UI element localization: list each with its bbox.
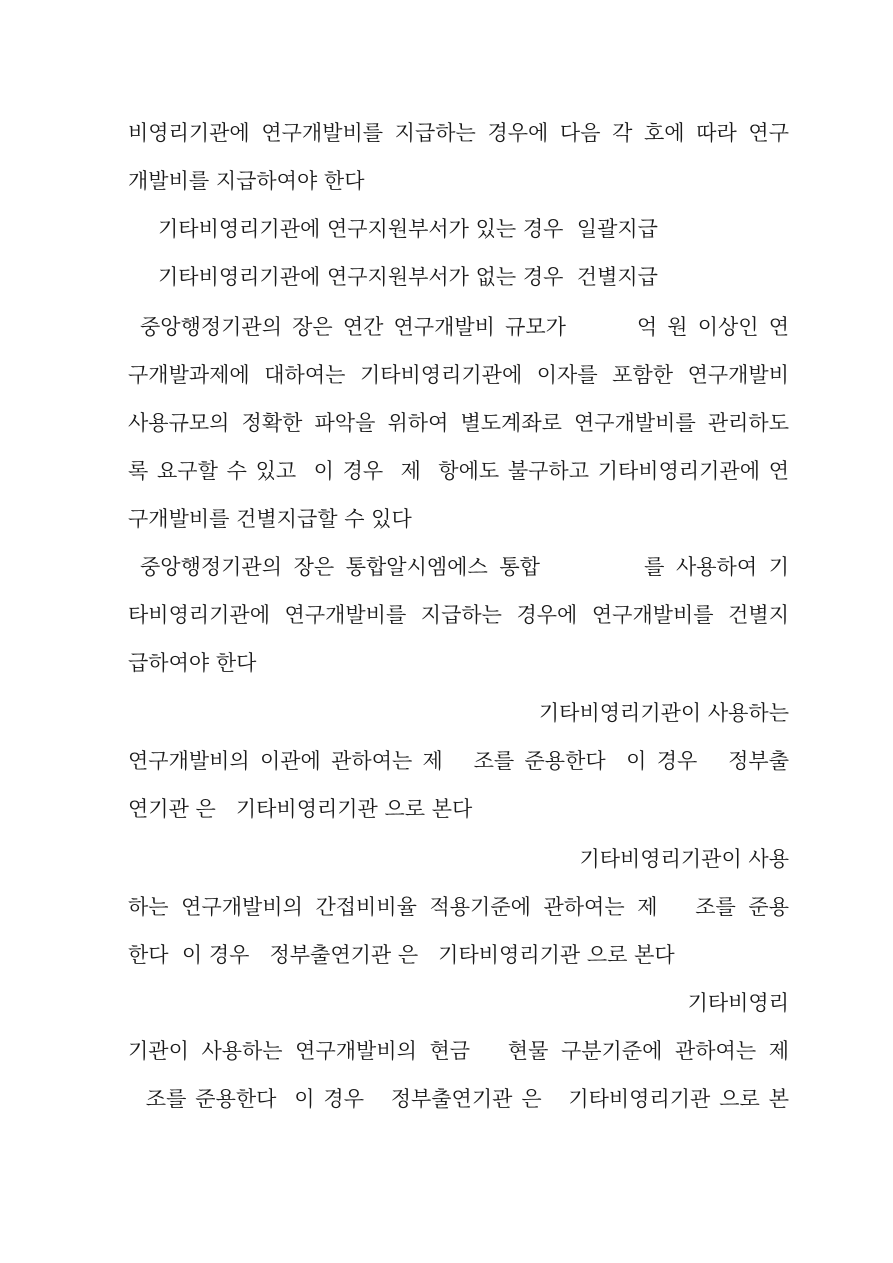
paragraph-4-line-1: 연구개발비의 이관에 관하여는 제 조를 준용한다 이 경우 정부출 (128, 749, 789, 773)
article-heading-1: 기타비영리기관이 사용하는 (538, 701, 789, 725)
paragraph-2-line-4: 록 요구할 수 있고 이 경우 제 항에도 불구하고 기타비영리기관에 연 (128, 459, 789, 483)
article-heading-3: 기타비영리 (687, 991, 789, 1015)
paragraph-3-line-1: 중앙행정기관의 장은 통합알시엠에스 통합 를 사용하여 기 (140, 555, 789, 579)
paragraph-6-line-2: 조를 준용한다 이 경우 정부출연기관 은 기타비영리기관 으로 본 (128, 1087, 789, 1111)
list-item-1: 기타비영리기관에 연구지원부서가 있는 경우 일괄지급 (158, 217, 658, 241)
paragraph-3-line-2: 타비영리기관에 연구개발비를 지급하는 경우에 연구개발비를 건별지 (128, 603, 789, 627)
paragraph-4-line-2: 연기관 은 기타비영리기관 으로 본다 (128, 797, 473, 821)
paragraph-5-line-1: 하는 연구개발비의 간접비비율 적용기준에 관하여는 제 조를 준용 (128, 895, 789, 919)
paragraph-2-line-2: 구개발과제에 대하여는 기타비영리기관에 이자를 포함한 연구개발비 (128, 363, 789, 387)
paragraph-2-line-5: 구개발비를 건별지급할 수 있다 (128, 507, 412, 531)
paragraph-2-line-3: 사용규모의 정확한 파악을 위하여 별도계좌로 연구개발비를 관리하도 (128, 411, 789, 435)
list-item-2: 기타비영리기관에 연구지원부서가 없는 경우 건별지급 (158, 265, 658, 289)
paragraph-6-line-1: 기관이 사용하는 연구개발비의 현금 현물 구분기준에 관하여는 제 (128, 1039, 789, 1063)
paragraph-5-line-2: 한다 이 경우 정부출연기관 은 기타비영리기관 으로 본다 (128, 943, 675, 967)
article-heading-2: 기타비영리기관이 사용 (579, 847, 789, 871)
text-line-1: 비영리기관에 연구개발비를 지급하는 경우에 다음 각 호에 따라 연구 (128, 121, 789, 145)
text-line-2: 개발비를 지급하여야 한다 (128, 169, 365, 193)
paragraph-2-line-1: 중앙행정기관의 장은 연간 연구개발비 규모가 억 원 이상인 연 (140, 315, 789, 339)
paragraph-3-line-3: 급하여야 한다 (128, 651, 257, 675)
